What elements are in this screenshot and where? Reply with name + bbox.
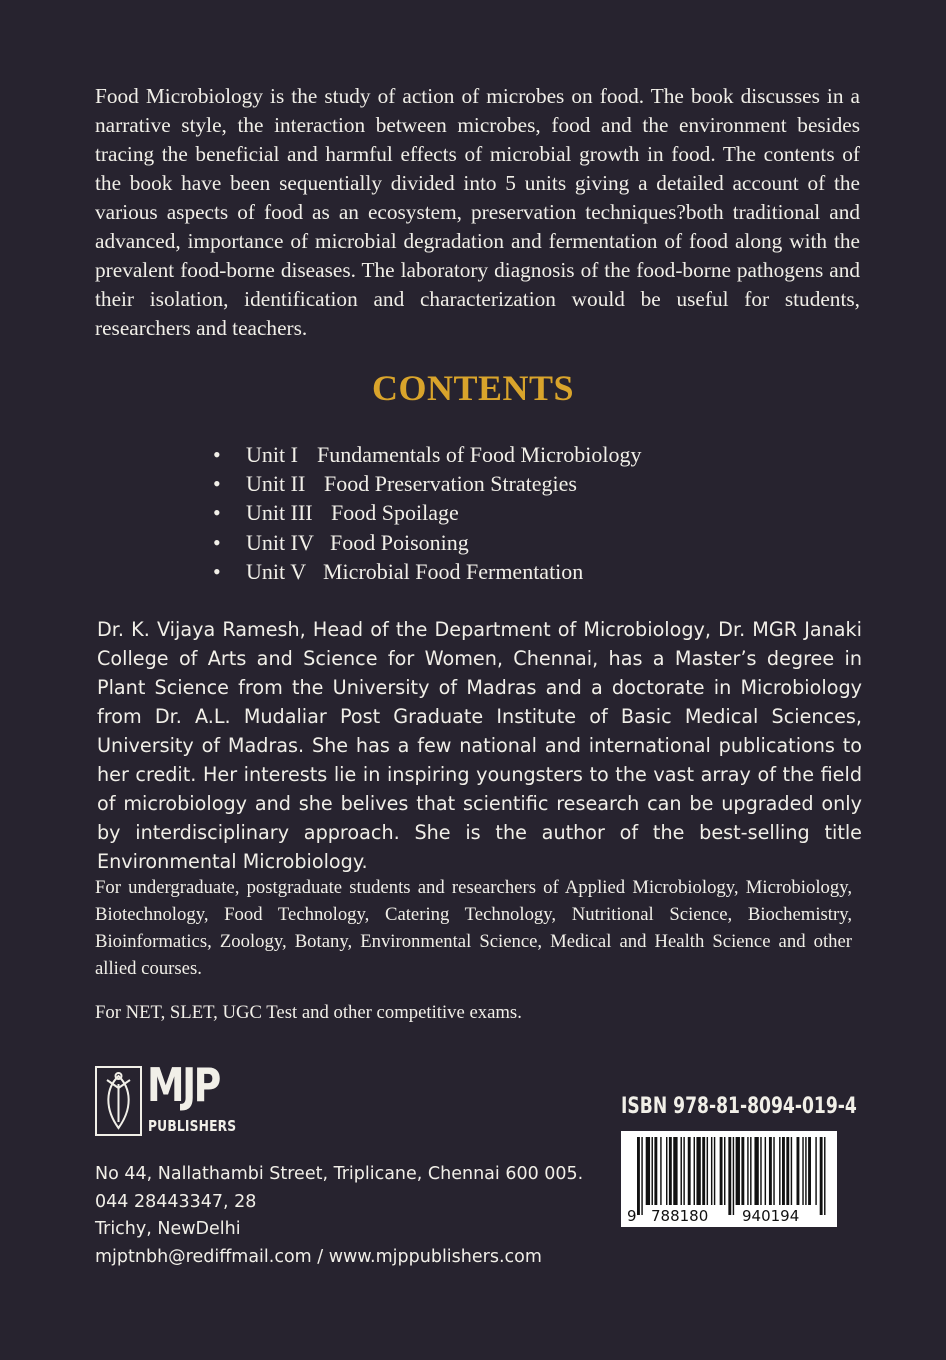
barcode-bar <box>720 1137 723 1205</box>
barcode-bar <box>688 1137 691 1205</box>
barcode-bar <box>681 1137 682 1205</box>
barcode-bar <box>733 1137 734 1215</box>
contact-line: mjptnbh@rediffmail.com / www.mjppublishers.com <box>95 1246 542 1267</box>
author-bio: Dr. K. Vijaya Ramesh, Head of the Department of Microbiology, Dr. MGR Janaki College of Arts and Science for Women, Chennai, has a Master’s degree in Plant Science from the University of Madras and a doctorate in Microbiology from Dr. A.L. Mudaliar Post Graduate Institute of Basic Medical Sciences, University of Madras. She has a few national and international publications to her credit. Her interests lie in inspiring youngsters to the vast array of the field of microbiology and she belives that scientific research can be upgraded only by interdisciplinary approach. She is the author of the best-selling title Environmental Microbiology. <box>97 618 862 873</box>
unit-title: Food Preservation Strategies <box>324 471 577 497</box>
barcode-bar <box>808 1137 811 1205</box>
barcode-bar <box>714 1137 715 1205</box>
barcode-bar <box>683 1137 684 1205</box>
barcode-bar <box>646 1137 650 1205</box>
unit-title: Food Poisoning <box>330 529 469 555</box>
barcode-bar <box>797 1137 800 1205</box>
barcode-bar <box>791 1137 792 1205</box>
barcode-bar <box>773 1137 774 1205</box>
unit-number: Unit III <box>246 500 313 526</box>
publisher-emblem-icon <box>95 1066 142 1136</box>
list-item <box>213 557 641 586</box>
barcode-bar <box>637 1137 640 1215</box>
barcode-bar <box>652 1137 653 1205</box>
barcode-bar <box>736 1137 740 1205</box>
barcode-bar <box>728 1137 731 1215</box>
barcode-bar <box>660 1137 661 1205</box>
unit-title: Food Spoilage <box>331 500 459 526</box>
barcode-bar <box>760 1137 761 1205</box>
logo-subtext: PUBLISHERS <box>148 1117 237 1135</box>
barcode-digits-left: 788180 <box>651 1207 709 1225</box>
barcode-bar <box>707 1137 708 1205</box>
barcode-bar <box>694 1137 695 1205</box>
bullet-icon: • <box>213 500 221 526</box>
unit-title: Fundamentals of Food Microbiology <box>317 442 642 467</box>
barcode <box>621 1131 837 1227</box>
unit-number: Unit V <box>246 558 307 584</box>
publisher-address <box>95 1161 583 1271</box>
barcode-digits-right: 940194 <box>742 1207 800 1225</box>
contents-heading: CONTENTS <box>371 368 575 408</box>
barcode-bar <box>711 1137 712 1205</box>
barcode-bar <box>782 1137 785 1205</box>
bullet-icon: • <box>213 471 221 497</box>
logo-text: MJP <box>147 1058 219 1112</box>
barcode-bar <box>820 1137 823 1215</box>
barcode-bar <box>741 1137 744 1205</box>
branches-line: Trichy, NewDelhi <box>95 1219 241 1239</box>
barcode-bar <box>750 1137 751 1205</box>
publisher-logo <box>95 1058 240 1139</box>
barcode-bar <box>669 1137 672 1205</box>
audience-note: For undergraduate, postgraduate students and researchers of Applied Microbiology, Microbiology, Biotechnology, Food Technology, Catering Technology, Nutritional Science, Biochemistry, Bioinformatics, Zoology, Botany, Environmental Science, Medical and Health Science and other allied courses. <box>95 877 852 979</box>
list-item <box>213 498 641 527</box>
exams-note: For NET, SLET, UGC Test and other competitive exams. <box>95 1002 522 1023</box>
book-description: Food Microbiology is the study of action of microbes on food. The book discusses in a narrative style, the interaction between microbes, food and the environment besides tracing the beneficial and harmful effects of microbial growth in food. The contents of the book have been sequentially divided into 5 units giving a detailed account of the various aspects of food as an ecosystem, preservation techniques?both traditional and advanced, importance of microbial degradation and fermentation of food along with the prevalent food-borne diseases. The laboratory diagnosis of the food-borne pathogens and their isolation, identification and characterization would be useful for students, researchers and teachers. <box>95 84 860 340</box>
barcode-bar <box>673 1137 677 1205</box>
barcode-bar <box>769 1137 772 1205</box>
barcode-bar <box>754 1137 758 1205</box>
barcode-bar <box>824 1137 825 1215</box>
barcode-bar <box>724 1137 725 1205</box>
list-item <box>213 528 641 557</box>
barcode-bar <box>805 1137 806 1205</box>
barcode-bar <box>779 1137 780 1205</box>
unit-number: Unit I <box>246 442 298 467</box>
barcode-bar <box>641 1137 642 1215</box>
barcode-bar <box>696 1137 700 1205</box>
phone-line: 044 28443347, 28 <box>95 1191 257 1212</box>
bullet-icon: • <box>213 558 221 584</box>
barcode-bar <box>702 1137 705 1205</box>
list-item <box>213 469 641 498</box>
barcode-digits-lead: 9 <box>627 1207 637 1225</box>
barcode-bar <box>815 1137 816 1205</box>
unit-number: Unit II <box>246 471 306 497</box>
unit-title: Microbial Food Fermentation <box>323 558 584 584</box>
isbn-label: ISBN 978-81-8094-019-4 <box>621 1094 857 1119</box>
barcode-bar <box>765 1137 766 1205</box>
bullet-icon: • <box>213 529 221 555</box>
barcode-bar <box>802 1137 803 1205</box>
units-list <box>213 440 641 586</box>
address-line: No 44, Nallathambi Street, Triplicane, Chennai 600 005. <box>95 1164 584 1184</box>
list-item <box>213 440 641 469</box>
barcode-bar <box>666 1137 667 1205</box>
barcode-bar <box>654 1137 657 1205</box>
barcode-bar <box>747 1137 748 1205</box>
unit-number: Unit IV <box>246 529 314 555</box>
barcode-bar <box>786 1137 789 1205</box>
bullet-icon: • <box>213 442 221 467</box>
